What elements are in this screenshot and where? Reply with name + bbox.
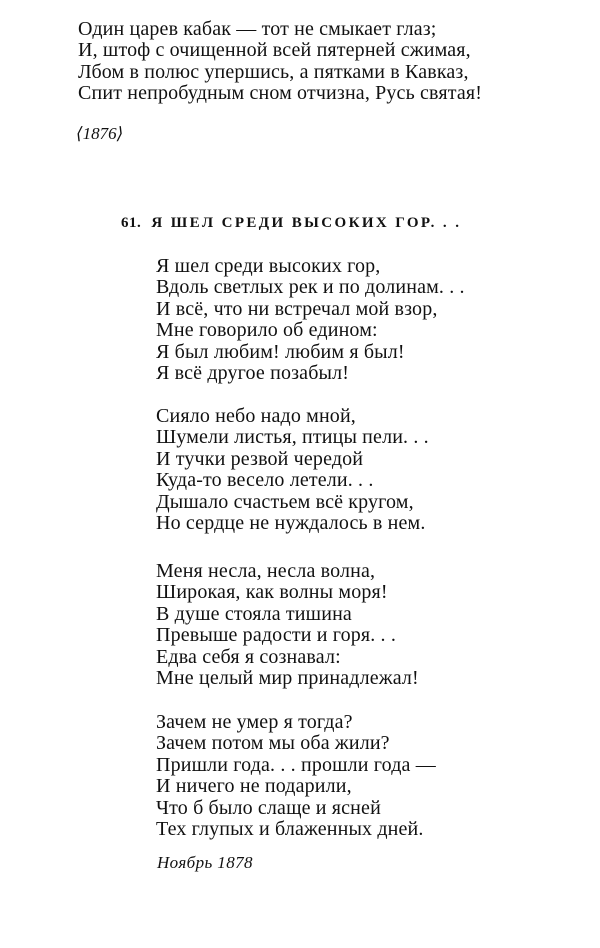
poem-line: И ничего не подарили, [156,775,352,798]
poem-line: И, штоф с очищенной всей пятерней сжимая, [78,39,471,62]
poem-line: Я был любим! любим я был! [156,340,405,363]
poem-line: Но сердце не нуждалось в нем. [156,512,426,535]
poem-line: Зачем потом мы оба жили? [156,732,390,755]
poem-line: Меня несла, несла волна, [156,560,376,582]
previous-poem-date: ⟨1876⟩ [76,124,124,143]
poem-line: Спит непробудным сном отчизна, Русь святая! [78,82,483,105]
poem-stanza [156,256,465,384]
poem-line: Сияло небо надо мной, [156,405,356,427]
previous-poem-stanza [78,19,482,105]
poem-line: Дышало счастьем всё кругом, [156,490,414,513]
poem-line: Шумели листья, птицы пели. . . [156,426,429,449]
poem-stanza [156,712,436,840]
poem-line: Вдоль светлых рек и по долинам. . . [156,276,465,299]
poem-line: Что б было слаще и ясней [156,796,381,819]
poem-line: И тучки резвой чередой [156,447,364,470]
poem-line: Куда-то весело летели. . . [156,469,374,492]
poem-date: Ноябрь 1878 [157,853,253,872]
poem-line: Тех глупых и блаженных дней. [156,818,424,841]
poem-title: Я ШЕЛ СРЕДИ ВЫСОКИХ ГОР. . . [151,215,462,231]
poem-line: Я шел среди высоких гор, [156,255,381,277]
poem-line: Зачем не умер я тогда? [156,711,353,733]
poem-line: В душе стояла тишина [156,602,352,625]
poem-line: И всё, что ни встречал мой взор, [156,297,438,320]
poem-line: Превыше радости и горя. . . [156,624,397,647]
poem-line: Широкая, как волны моря! [156,581,388,604]
poem-number: 61. [121,215,142,231]
poem-line: Едва себя я сознавал: [156,645,341,668]
poem-line: Я всё другое позабыл! [156,362,350,385]
poem-stanza [156,406,429,534]
poem-line: Мне целый мир принадлежал! [156,667,419,690]
poem-line: Один царев кабак — тот не смыкает глаз; [78,18,437,40]
poem-stanza [156,561,419,689]
poem-line: Пришли года. . . прошли года — [156,753,436,776]
poem-line: Мне говорило об едином: [156,319,378,342]
poem-line: Лбом в полюс упершись, а пятками в Кавказ, [78,60,469,83]
poem-heading [121,213,461,233]
